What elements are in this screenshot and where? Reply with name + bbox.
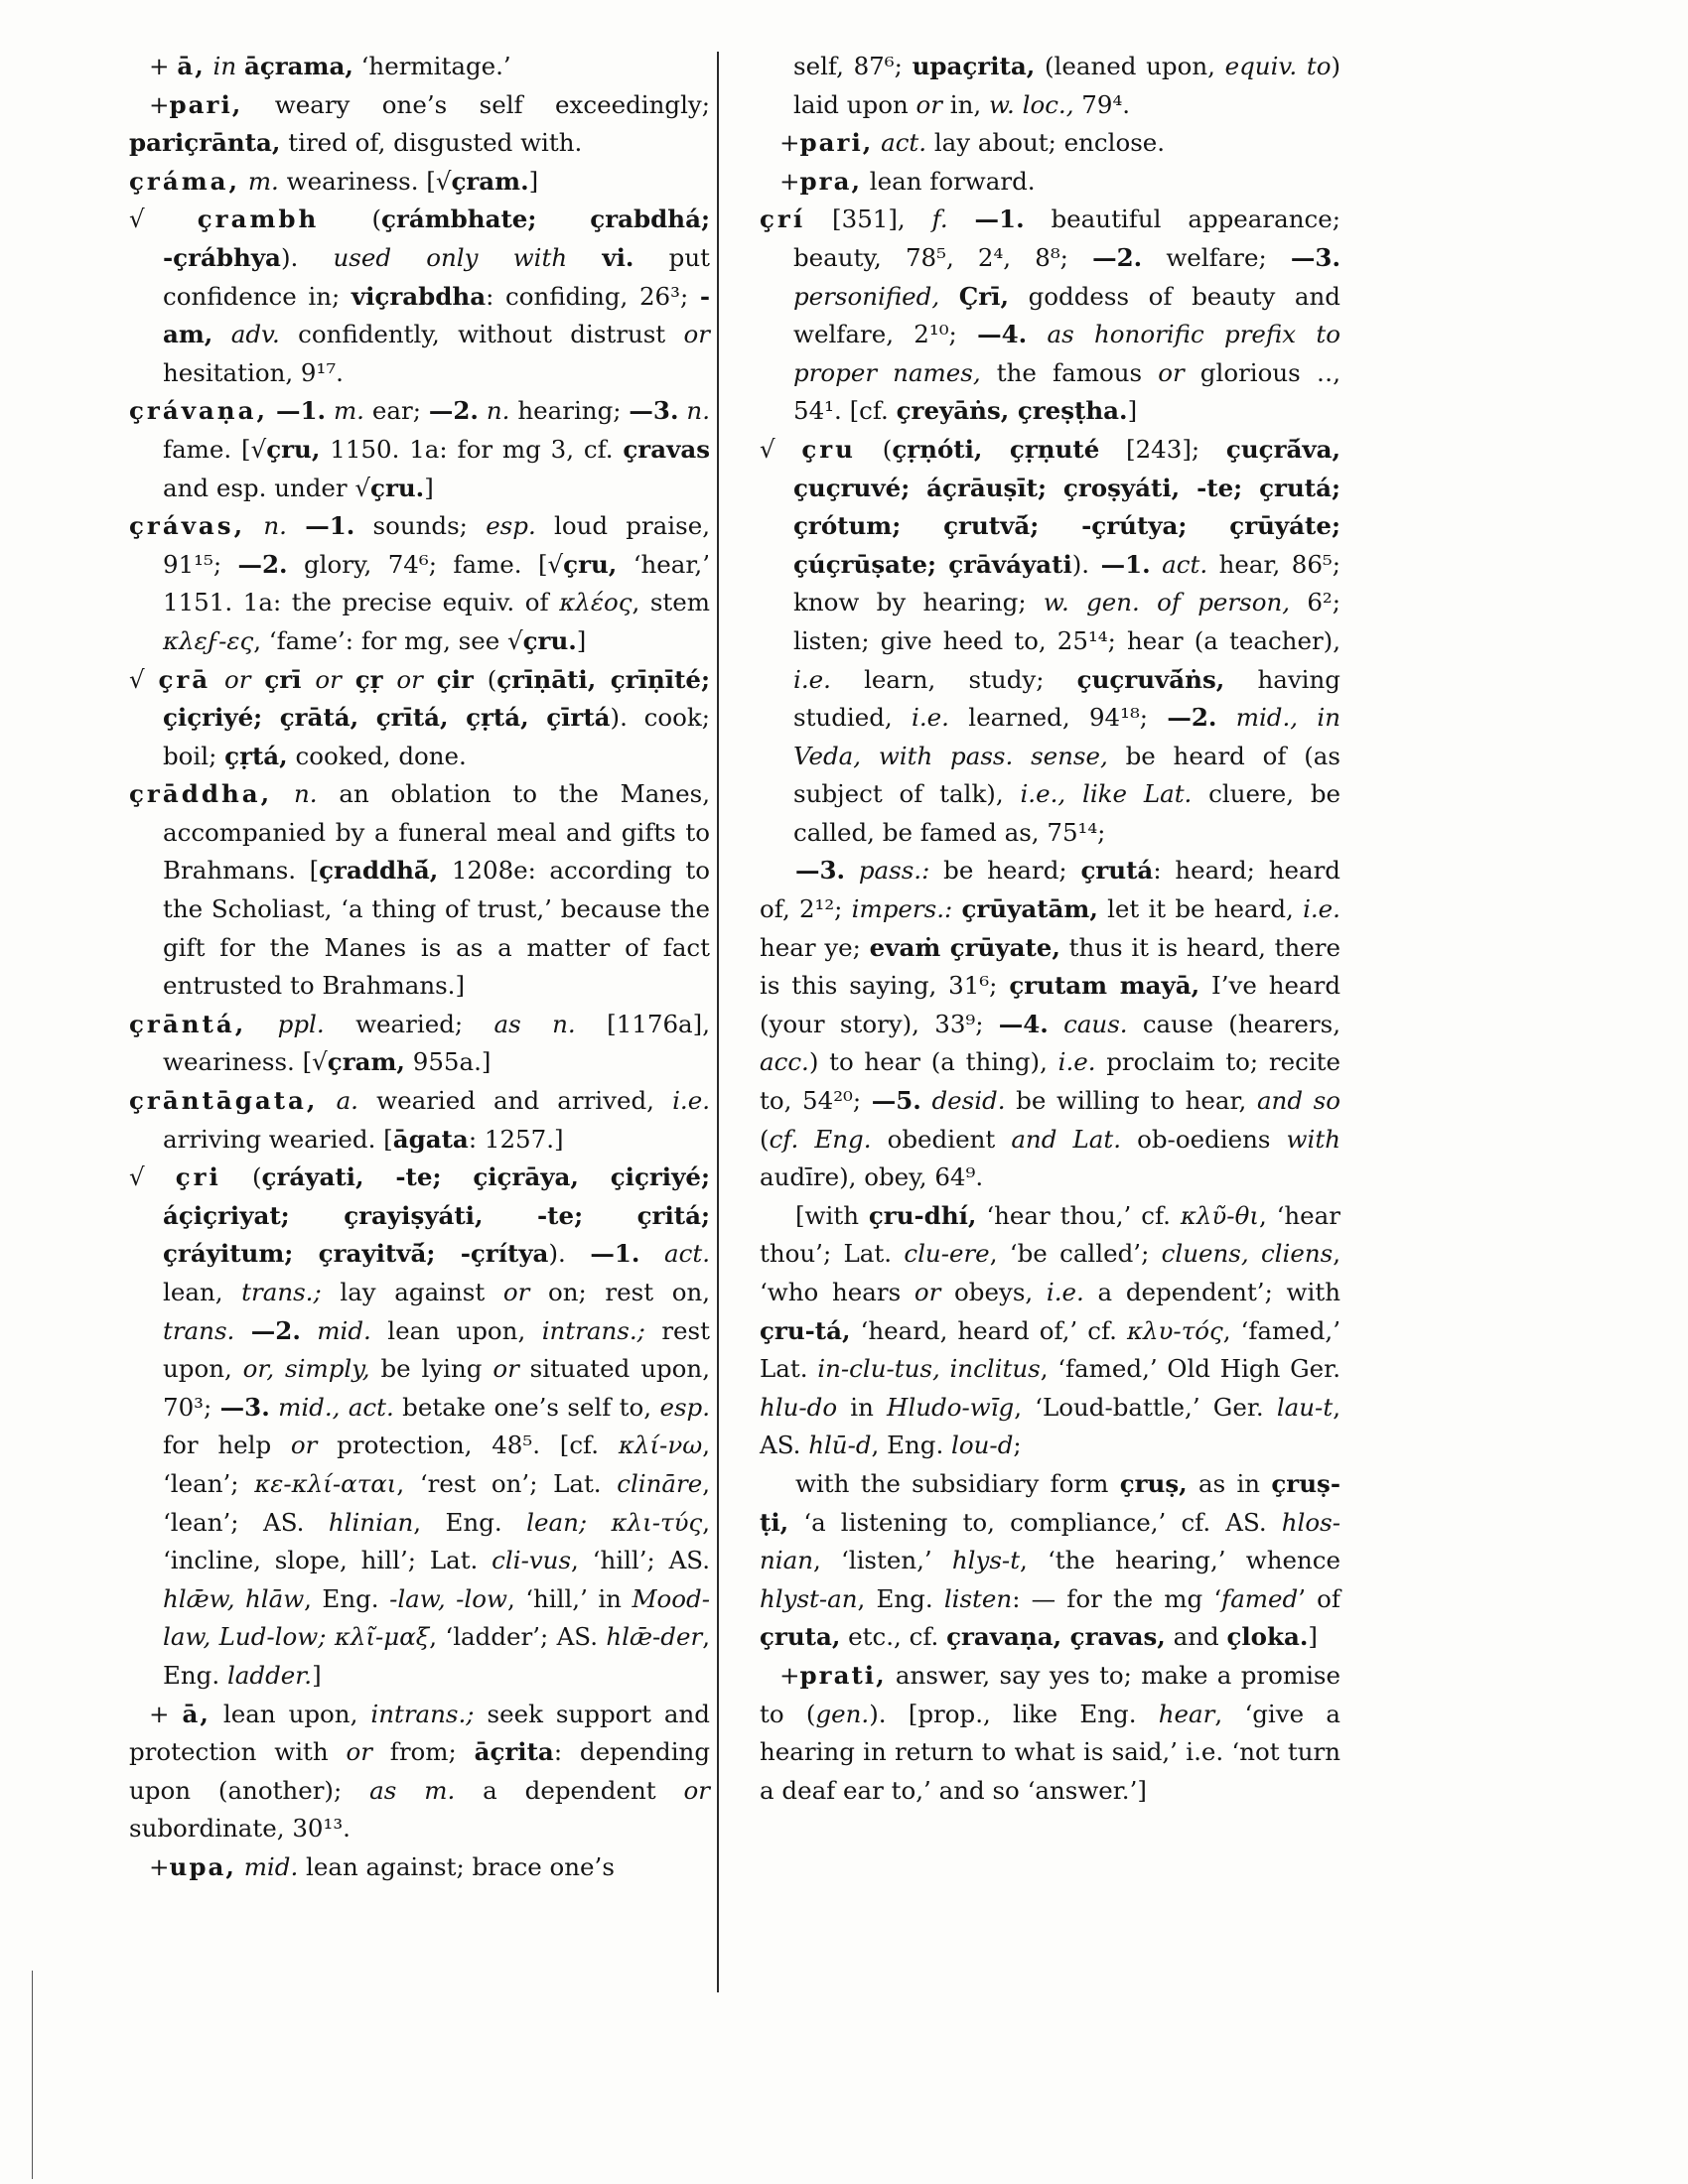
- right-column: [760, 48, 1340, 1810]
- scan-edge-line: [32, 1971, 33, 2179]
- dictionary-entry-4: çrávaṇa, —1. m. ear; —2. n. hearing; —3. n. fame. [√çru, 1150. 1a: for mg 3, cf. çravas and esp. under √çru.]: [129, 396, 710, 502]
- dictionary-para-5: —3. pass.: be heard; çrutá: heard; heard of, 2¹²; impers.: çrūyatām, let it be heard, i.e. hear ye; evaṁ çrūyate, thus it is heard, there is this saying, 31⁶; çrutam mayā, I’ve heard (your story), 33⁹; —4. caus. cause (hearers, acc.) to hear (a thing), i.e. proclaim to; recite to, 54²⁰; —5. desid. be willing to hear, and so (cf. Eng. obedient and Lat. ob-oediens with audīre), obey, 64⁹.: [760, 856, 1341, 1192]
- dictionary-entry-10: √ çri (çráyati, -te; çiçrāya, çiçriyé; áçiçriyat; çrayiṣyáti, -te; çritá; çráyitum; çrayitvā́; -çrítya). —1. act. lean, trans.; lay against or on; rest on, trans. —2. mid. lean upon, intrans.; rest upon, or, simply, be lying or situated upon, 70³; —3. mid., act. betake one’s self to, esp. for help or protection, 48⁵. [cf. κλί-νω, ‘lean’; κε-κλί-αται, ‘rest on’; Lat. clināre, ‘lean’; AS. hlinian, Eng. lean; κλι-τύς, ‘incline, slope, hill’; Lat. cli-vus, ‘hill’; AS. hlǣw, hlāw, Eng. -law, -low, ‘hill,’ in Mood-law, Lud-low; κλῖ-μαξ, ‘ladder’; AS. hlǣ-der, Eng. ladder.]: [129, 1162, 711, 1690]
- dictionary-para-6: [with çru-dhí, ‘hear thou,’ cf. κλῦ-θι, ‘hear thou’; Lat. clu-ere, ‘be called’; cluens, cliens, ‘who hears or obeys, i.e. a dependent’; with çru-tá, ‘heard, heard of,’ cf. κλυ-τός, ‘famed,’ Lat. in-clu-tus, inclitus, ‘famed,’ Old High Ger. hlu-do in Hludo-wīg, ‘Loud-battle,’ Ger. lau-t, AS. hlū-d, Eng. lou-d;: [760, 1200, 1340, 1460]
- dictionary-sub-11: + ā, lean upon, intrans.; seek support and protection with or from; āçrita: depending upon (another); as m. a dependent or subordinate, 30¹³.: [129, 1699, 711, 1843]
- dictionary-cont-0: self, 87⁶; upaçrita, (leaned upon, equiv. to) laid upon or in, w. loc., 79⁴.: [793, 52, 1341, 119]
- dictionary-entry-2: çráma, m. weariness. [√çram.]: [129, 166, 539, 196]
- dictionary-sub-8: +prati, answer, say yes to; make a promise to (gen.). [prop., like Eng. hear, ‘give a hearing in return to what is said,’ i.e. ‘not turn a deaf ear to,’ and so ‘answer.’]: [760, 1660, 1340, 1805]
- dictionary-entry-3: çrí [351], f. —1. beautiful appearance; beauty, 78⁵, 2⁴, 8⁸; —2. welfare; —3. personified, Çrī, goddess of beauty and welfare, 2¹⁰; —4. as honorific prefix to proper names, the famous or glorious ‥, 54¹. [cf. çreyāṅs, çreṣṭha.]: [760, 205, 1340, 426]
- dictionary-sub-1: +pari, act. lay about; enclose.: [779, 128, 1166, 158]
- dictionary-entry-3: √ çrambh (çrámbhate; çrabdhá; -çrábhya). used only with vi. put confidence in; viçrabdha: confiding, 26³; -am, adv. confidently, without distrust or hesitation, 9¹⁷.: [129, 205, 710, 387]
- left-column: [129, 48, 710, 1887]
- dictionary-entry-7: çrāddha, n. an oblation to the Manes, accompanied by a funeral meal and gifts to Brahmans. [çraddhā́, 1208e: according to the Scholiast, ‘a thing of trust,’ because the gift for the Manes is as a matter of fact entrusted to Brahmans.]: [129, 779, 710, 1001]
- dictionary-entry-9: çrāntāgata, a. wearied and arrived, i.e. arriving wearied. [āgata: 1257.]: [129, 1086, 710, 1154]
- dictionary-entry-4: √ çru (çṛṇóti, çṛṇuté [243]; çuçrā́va, çuçruvé; áçrāuṣīt; çroṣyáti, -te; çrutá; çrótum; çrutvā́; -çrútya; çrūyáte; çúçrūṣate; çrāváyati). —1. act. hear, 86⁵; know by hearing; w. gen. of person, 6²; listen; give heed to, 25¹⁴; hear (a teacher), i.e. learn, study; çuçruvā́ṅs, having studied, i.e. learned, 94¹⁸; —2. mid., in Veda, with pass. sense, be heard of (as subject of talk), i.e., like Lat. cluere, be called, be famed as, 75¹⁴;: [760, 434, 1341, 847]
- dictionary-entry-6: √ çrā or çrī or çṛ or çir (çrīṇāti, çrīṇīté; çiçriyé; çrātá, çrītá, çṛtá, çīrtá). cook; boil; çṛtá, cooked, done.: [129, 664, 711, 770]
- dictionary-sub-12: +upa, mid. lean against; brace one’s: [149, 1851, 615, 1881]
- dictionary-entry-8: çrāntá, ppl. wearied; as n. [1176a], weariness. [√çram, 955a.]: [129, 1009, 710, 1077]
- dictionary-sub-1: +pari, weary one’s self exceedingly; pariçrānta, tired of, disgusted with.: [129, 89, 710, 158]
- dictionary-sub-2: +pra, lean forward.: [779, 166, 1036, 196]
- dictionary-entry-5: çrávas, n. —1. sounds; esp. loud praise, 91¹⁵; —2. glory, 74⁶; fame. [√çru, ‘hear,’ 1151. 1a: the precise equiv. of κλέος, stem κλεϝ-ες, ‘fame’: for mg, see √çru.]: [129, 511, 710, 655]
- column-divider: [717, 52, 719, 1992]
- dictionary-sub-0: + ā, in āçrama, ‘hermitage.’: [149, 52, 511, 80]
- dictionary-para-7: with the subsidiary form çruṣ, as in çruṣ-ṭi, ‘a listening to, compliance,’ cf. AS. hlos-nian, ‘listen,’ hlys-t, ‘the hearing,’ whence hlyst-an, Eng. listen: — for the mg ‘famed’ of çruta, etc., cf. çravaṇa, çravas, and çloka.]: [760, 1468, 1340, 1652]
